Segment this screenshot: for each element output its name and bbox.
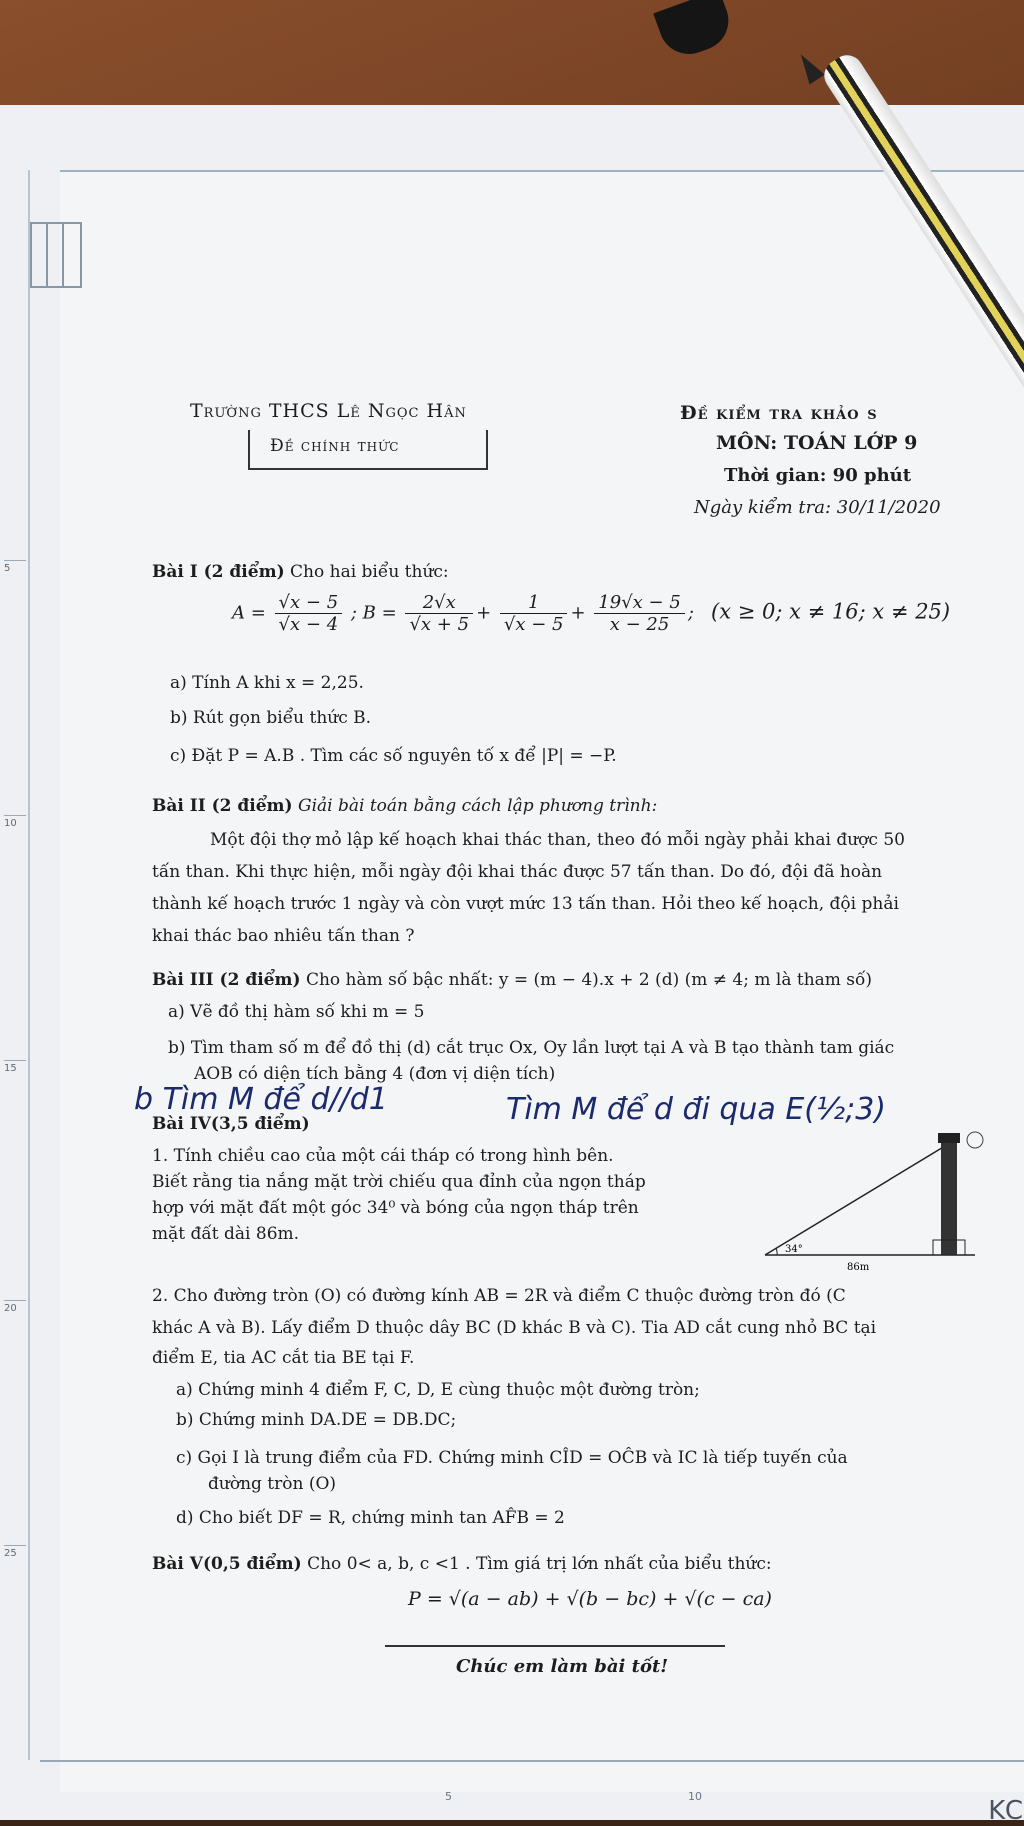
B-label: ; B =: [350, 602, 397, 624]
bai4-p1-line-3: hợp với mặt đất một góc 34⁰ và bóng của ngọn tháp trên: [152, 1198, 639, 1218]
bai1-part-b: b) Rút gọn biểu thức B.: [170, 708, 372, 728]
B-fraction-3: [594, 592, 685, 635]
subject: MÔN: TOÁN LỚP 9: [716, 432, 918, 454]
bai4-part-d: d) Cho biết DF = R, chứng minh tan AF̂B = 2: [176, 1508, 565, 1528]
sun-icon: [967, 1132, 983, 1148]
bai5-heading: Bài V(0,5 điểm): [152, 1554, 302, 1574]
bai4-part-c-line-2: đường tròn (O): [208, 1474, 337, 1494]
bai5-formula: P = √(a − ab) + √(b − bc) + √(c − ca): [408, 1588, 772, 1610]
margin-number: 10: [4, 818, 17, 829]
tower-top: [938, 1133, 960, 1143]
bai2-line-3: thành kế hoạch trước 1 ngày và còn vượt mức 13 tấn than. Hỏi theo kế hoạch, đội phải: [152, 894, 899, 914]
margin-number: 15: [4, 1063, 17, 1074]
bai2-heading: Bài II (2 điểm): [152, 796, 293, 816]
ruler-number: 10: [688, 1790, 702, 1803]
shadow-length: 86m: [847, 1262, 870, 1273]
bai4-p2-line-1: 2. Cho đường tròn (O) có đường kính AB = 2R và điểm C thuộc đường tròn đó (C: [152, 1286, 846, 1306]
ruler-line: [40, 1760, 1024, 1762]
bai4-p1-line-2: Biết rằng tia nắng mặt trời chiếu qua đỉnh của ngọn tháp: [152, 1172, 646, 1192]
bai5-statement: Cho 0< a, b, c <1 . Tìm giá trị lớn nhất của biểu thức:: [307, 1554, 772, 1574]
closing-wish: Chúc em làm bài tốt!: [456, 1656, 669, 1677]
bai3-statement: Cho hàm số bậc nhất: y = (m − 4).x + 2 (d) (m ≠ 4; m là tham số): [305, 970, 873, 990]
bai1-heading: Bài I (2 điểm): [152, 562, 285, 582]
bai3-heading: Bài III (2 điểm): [152, 970, 301, 990]
domain-condition: (x ≥ 0; x ≠ 16; x ≠ 25): [711, 599, 951, 624]
bai4-p1-line-1: 1. Tính chiều cao của một cái tháp có trong hình bên.: [152, 1146, 614, 1166]
bai1-part-c: c) Đặt P = A.B . Tìm các số nguyên tố x để |P| = −P.: [170, 746, 617, 766]
sun-ray: [765, 1143, 950, 1255]
tower-figure: [755, 1128, 985, 1278]
A-fraction: [275, 592, 343, 635]
bai4-part-b: b) Chứng minh DA.DE = DB.DC;: [176, 1410, 457, 1430]
bai4-p2-line-2: khác A và B). Lấy điểm D thuộc dây BC (D khác B và C). Tia AD cắt cung nhỏ BC tại: [152, 1318, 877, 1338]
B-fraction-2: [500, 592, 568, 635]
B-fraction-1: [405, 592, 473, 635]
B1-denominator: √x + 5: [409, 614, 470, 635]
margin-tick: [4, 560, 26, 561]
margin-tick: [4, 1300, 26, 1301]
margin-number: 25: [4, 1548, 17, 1559]
page-corner-box: [30, 222, 82, 288]
margin-tick: [4, 1060, 26, 1061]
B3-denominator: x − 25: [609, 614, 670, 635]
tower: [941, 1140, 957, 1255]
B1-numerator: 2√x: [405, 592, 473, 614]
angle-label: 34°: [785, 1244, 803, 1255]
exam-date: Ngày kiểm tra: 30/11/2020: [694, 497, 941, 518]
bai2-subtitle: Giải bài toán bằng cách lập phương trình:: [297, 796, 658, 816]
bai4-p1-line-4: mặt đất dài 86m.: [152, 1224, 300, 1244]
bai3-part-b-line-1: b) Tìm tham số m để đồ thị (d) cắt trục Ox, Oy lần lượt tại A và B tạo thành tam giác: [168, 1038, 895, 1058]
margin-number: 20: [4, 1303, 17, 1314]
bai4-part-a: a) Chứng minh 4 điểm F, C, D, E cùng thuộc một đường tròn;: [176, 1380, 700, 1400]
bai4-part-c-line-1: c) Gọi I là trung điểm của FD. Chứng minh CÎD = OĈB và IC là tiếp tuyến của: [176, 1448, 848, 1468]
bai4-p2-line-3: điểm E, tia AC cắt tia BE tại F.: [152, 1348, 415, 1368]
A-label: A =: [232, 602, 266, 624]
bai1-formulas: A = $\frac{√x - 5}{√x - 4}$ ; B = $\frac{2√x}{√x + 5}$ + $\frac{1}{√x - 5}$ + $\frac{19√x - 5}{x - 25}$ ; (x ≥ 0; x ≠ 16; x ≠ 25): [232, 592, 951, 635]
bai3-part-a: a) Vẽ đồ thị hàm số khi m = 5: [168, 1002, 425, 1022]
A-denominator: √x − 4: [278, 614, 339, 635]
bai4-heading: Bài IV(3,5 điểm): [152, 1114, 310, 1134]
school-name: Trường THCS Lê Ngọc Hân: [190, 400, 467, 422]
margin-tick: [4, 1545, 26, 1546]
angle-arc: [776, 1248, 777, 1255]
ruler-number: 5: [445, 1790, 452, 1803]
bai2-line-1: Một đội thợ mỏ lập kế hoạch khai thác than, theo đó mỗi ngày phải khai được 50: [210, 830, 905, 850]
A-numerator: √x − 5: [275, 592, 343, 614]
B2-numerator: 1: [500, 592, 568, 614]
margin-number: 5: [4, 563, 11, 574]
divider: [385, 1645, 725, 1647]
handwritten-note-right: Tìm M để d đi qua E(½;3): [506, 1092, 886, 1127]
exam-title: Đề kiểm tra khảo s: [680, 402, 878, 424]
duration: Thời gian: 90 phút: [724, 465, 912, 486]
B2-denominator: √x − 5: [503, 614, 564, 635]
margin-line: [28, 170, 30, 1760]
bai1-intro: Cho hai biểu thức:: [290, 562, 449, 582]
bai1-part-a: a) Tính A khi x = 2,25.: [170, 673, 364, 693]
brand-logo: KC: [988, 1796, 1024, 1826]
bai2-line-2: tấn than. Khi thực hiện, mỗi ngày đội khai thác được 57 tấn than. Do đó, đội đã hoàn: [152, 862, 883, 882]
bai2-line-4: khai thác bao nhiêu tấn than ?: [152, 926, 415, 946]
bai3-part-b-line-2: AOB có diện tích bằng 4 (đơn vị diện tích): [194, 1064, 556, 1084]
margin-tick: [4, 815, 26, 816]
official-label: Đề chính thức: [270, 436, 400, 456]
handwritten-note-left: b Tìm M để d//d1: [134, 1082, 388, 1117]
B3-numerator: 19√x − 5: [594, 592, 685, 614]
